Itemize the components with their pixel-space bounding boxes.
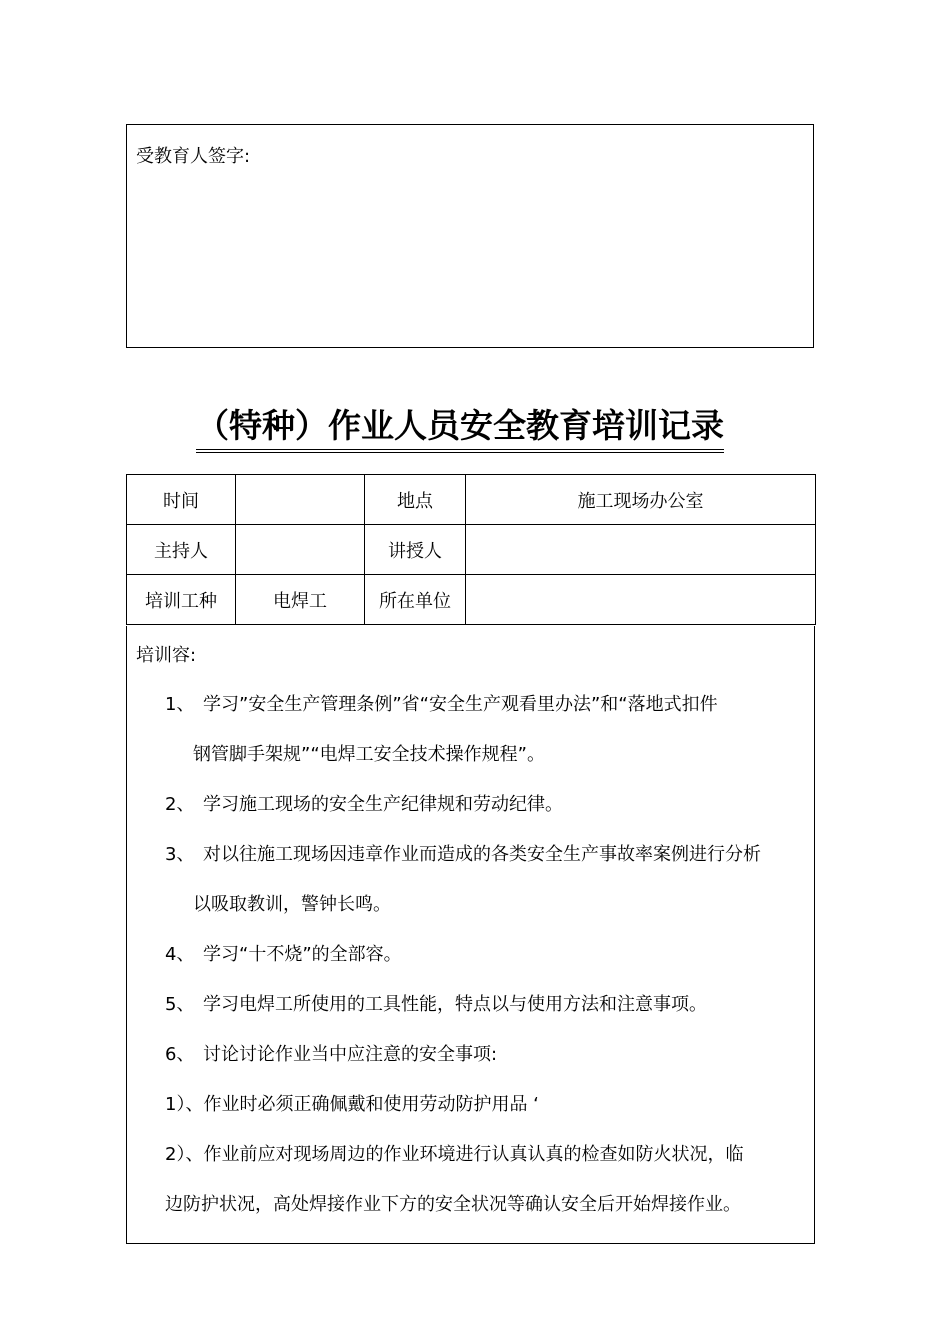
sub-item-2-line-2: 边防护状况，高处焊接作业下方的安全状况等确认安全后开始焊接作业。 — [165, 1194, 741, 1215]
sub-item-1: 1）、作业时必须正确佩戴和使用劳动防护用品 ‘ — [165, 1094, 539, 1115]
unit-label: 所在单位 — [365, 575, 466, 625]
unit-value — [466, 575, 816, 625]
item-3-line-1: 对以往施工现场因违章作业而造成的各类安全生产事故率案例进行分析 — [203, 844, 761, 865]
item-4-number: 4、 — [165, 944, 195, 965]
lecturer-value — [466, 525, 816, 575]
item-1-line-2: 钢管脚手架规”“电焊工安全技术操作规程”。 — [193, 744, 545, 765]
item-3-number: 3、 — [165, 844, 195, 865]
host-label: 主持人 — [127, 525, 236, 575]
table-row — [127, 575, 816, 625]
host-value — [236, 525, 365, 575]
signature-box — [126, 124, 814, 348]
location-value: 施工现场办公室 — [466, 475, 816, 525]
table-row — [127, 525, 816, 575]
item-4-text: 学习“十不烧”的全部容。 — [203, 944, 402, 965]
item-5-number: 5、 — [165, 994, 195, 1015]
content-label: 培训容: — [136, 645, 197, 666]
item-1-line-1: 学习”安全生产管理条例”省“安全生产观看里办法”和“落地式扣件 — [203, 694, 718, 715]
item-3-line-2: 以吸取教训，警钟长鸣。 — [193, 894, 391, 915]
item-6-number: 6、 — [165, 1044, 195, 1065]
signature-label: 受教育人签字: — [136, 146, 251, 167]
trade-label: 培训工种 — [127, 575, 236, 625]
item-5-text: 学习电焊工所使用的工具性能，特点以与使用方法和注意事项。 — [203, 994, 707, 1015]
page-title — [0, 404, 920, 453]
time-label: 时间 — [127, 475, 236, 525]
lecturer-label: 讲授人 — [365, 525, 466, 575]
item-1-number: 1、 — [165, 694, 195, 715]
item-6-text: 讨论讨论作业当中应注意的安全事项: — [203, 1044, 498, 1065]
page-title-text: （特种）作业人员安全教育培训记录 — [196, 404, 724, 453]
table-row — [127, 475, 816, 525]
trade-value: 电焊工 — [236, 575, 365, 625]
location-label: 地点 — [365, 475, 466, 525]
item-2-text: 学习施工现场的安全生产纪律规和劳动纪律。 — [203, 794, 563, 815]
training-content-box — [126, 626, 815, 1244]
item-2-number: 2、 — [165, 794, 195, 815]
training-info-table — [126, 474, 816, 625]
time-value — [236, 475, 365, 525]
sub-item-2-line-1: 2）、作业前应对现场周边的作业环境进行认真认真的检查如防火状况，临 — [165, 1144, 744, 1165]
